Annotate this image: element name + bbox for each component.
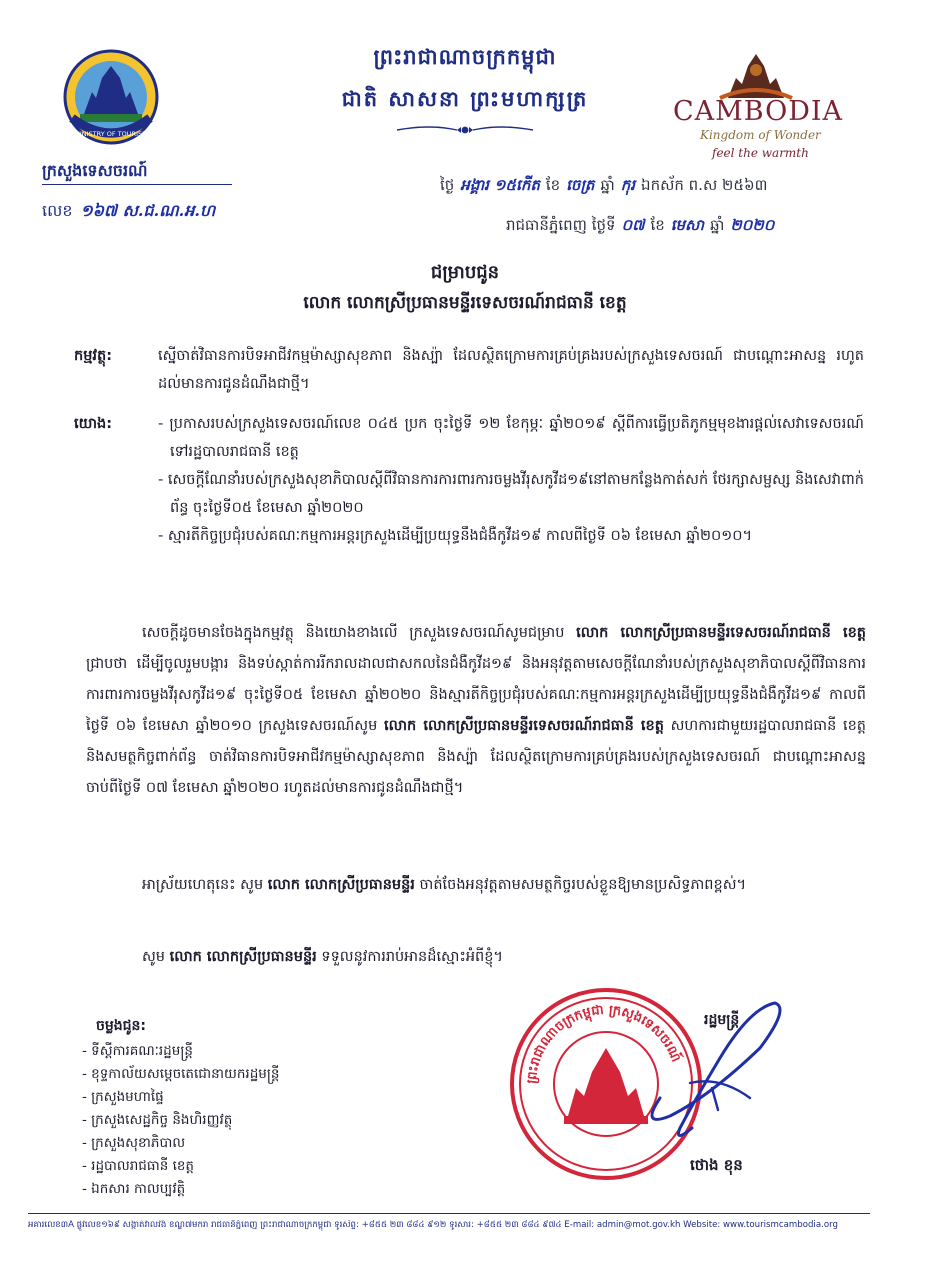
p1-addressee-a: លោក លោកស្រីប្រធានមន្ទីរទេសចរណ៍រាជធានី ខេត្ត [576, 625, 866, 641]
addressee: លោក លោកស្រីប្រធានមន្ទីរទេសចរណ៍រាជធានី ខេត្ត [303, 293, 627, 313]
cc-list [82, 1040, 279, 1201]
footer-contact: អគារលេខ៣A ផ្លូវលេខ១៦៩ សង្កាត់វាលវង់ ខណ្ឌ៧មករា រាជធានីភ្នំពេញ ព្រះរាជាណាចក្រកម្ពុជា ទូរស័ព្ទ: +៨៥៥ ២៣ ៨៨៤ ៩១២ ទូរសារ: +៨៥៥ ២៣ ៨៨៤ ៩៧៤ E-mail: admin@mot.gov.kh Website: www.tourismcambodia.org [28, 1220, 838, 1230]
solar-prefix: រាជធានីភ្នំពេញ ថ្ងៃទី [506, 216, 616, 234]
solar-date [506, 216, 780, 238]
subject-text: ស្នើចាត់វិធានការបិទអាជីវកម្មម៉ាស្សាសុខភាព និងស្ប៉ា ដែលស្ថិតក្រោមការគ្រប់គ្រងរបស់ក្រសួងទេសចរណ៍ ជាបណ្ដោះអាសន្ន រហូតដល់មានការជូនដំណឹងជាថ្មី។ [158, 348, 864, 392]
lunar-date [440, 176, 767, 198]
lunar-era: ឯកស័ក ព.ស ២៥៦៣ [641, 176, 768, 194]
brand-tagline: Kingdom of Wonder [700, 128, 821, 142]
motto-ornament [395, 122, 535, 138]
ministry-underline [42, 184, 232, 185]
reference-item: - ប្រកាសរបស់ក្រសួងទេសចរណ៍លេខ ០៤៥ ប្រក ចុះថ្ងៃទី ១២ ខែកុម្ភៈ ឆ្នាំ២០១៩ ស្ដីពីការធ្វើប្រតិភូកម្មមុខងារផ្ដល់សេវាទេសចរណ៍ទៅរដ្ឋបាលរាជធានី ខេត្ត [158, 416, 864, 460]
lunar-month: ចេត្រ [566, 176, 595, 194]
cc-item: - ក្រសួងសុខាភិបាល [82, 1135, 186, 1151]
solar-month-label: ខែ [650, 216, 665, 234]
solar-year-label: ឆ្នាំ [710, 216, 725, 234]
cc-item: - រដ្ឋបាលរាជធានី ខេត្ត [82, 1158, 195, 1174]
cc-item: - ទីស្ដីការគណៈរដ្ឋមន្ត្រី [82, 1043, 193, 1059]
p1-addressee-b: លោក លោកស្រីប្រធានមន្ទីរទេសចរណ៍រាជធានី ខេត្ត [384, 718, 664, 734]
brand-name: CAMBODIA [672, 96, 844, 127]
p3-text-c: ទទួលនូវការរាប់អានដ៏ស្មោះអំពីខ្ញុំ។ [321, 949, 503, 965]
p2-addressee: លោក លោកស្រីប្រធានមន្ទីរ [267, 877, 415, 893]
body-paragraph-1 [86, 618, 866, 804]
reference-item: - ស្មារតីកិច្ចប្រជុំរបស់គណៈកម្មការអន្តរក្រសួងដើម្បីប្រយុទ្ធនឹងជំងឺកូវីដ១៩ កាលពីថ្ងៃទី ០៦ ខែមេសា ឆ្នាំ២០១០។ [158, 528, 753, 544]
solar-year: ២០២០ [730, 216, 775, 234]
kingdom-title: ព្រះរាជាណាចក្រកម្ពុជា [373, 45, 557, 69]
lunar-year: កុរ [620, 176, 636, 194]
cc-item: - ក្រសួងសេដ្ឋកិច្ច និងហិរញ្ញវត្ថុ [82, 1112, 233, 1128]
brand-slogan: feel the warmth [712, 146, 809, 160]
subject-label: កម្មវត្ថុ: [74, 348, 113, 364]
p1-text-e: សហការជាមួយរដ្ឋបាលរាជធានី ខេត្ត និងសមត្ថកិច្ចពាក់ព័ន្ធ ចាត់វិធានការបិទអាជីវកម្មម៉ាស្សាសុខភាព និងស្ប៉ា ដែលស្ថិតក្រោមការគ្រប់គ្រងរបស់ក្រសួងទេសចរណ៍ ជាបណ្ដោះអាសន្ន ចាប់ពីថ្ងៃទី ០៧ ខែមេសា ឆ្នាំ២០២០ រហូតដល់មានការជូនដំណឹងជាថ្មី។ [86, 718, 867, 796]
signer-name: ថោង ខុន [690, 1156, 743, 1174]
subject-block [74, 342, 864, 398]
cc-label: ចម្លងជូន: [96, 1018, 147, 1034]
p1-text-c: ជ្រាបថា ដើម្បីចូលរួមបង្ការ និងទប់ស្កាត់ការរីករាលដាលជាសកលនៃជំងឺកូវីដ១៩ និងអនុវត្តតាមសេចក្ដីណែនាំរបស់ក្រសួងសុខាភិបាលស្ដីពីវិធានការការពារការចម្លងវីរុសកូវីដ១៩ ចុះថ្ងៃទី០៥ ខែមេសា ឆ្នាំ២០២០ និងស្មារតីកិច្ចប្រជុំរបស់គណៈកម្មការអន្តរក្រសួងដើម្បីប្រយុទ្ធនឹងជំងឺកូវីដ១៩ កាលពីថ្ងៃទី ០៦ ខែមេសា ឆ្នាំ២០១០ ក្រសួងទេសចរណ៍សូម [86, 656, 866, 734]
body-paragraph-2 [86, 870, 866, 901]
reference-label: លេខ [42, 201, 73, 220]
solar-month: មេសា [670, 216, 705, 234]
references-label: យោង: [74, 416, 113, 432]
lunar-year-label: ឆ្នាំ [600, 176, 615, 194]
lunar-month-label: ខែ [545, 176, 561, 194]
solar-day: ០៧ [621, 216, 645, 234]
p3-text-a: សូម [142, 949, 166, 965]
p2-text-c: ចាត់ចែងអនុវត្តតាមសមត្ថកិច្ចរបស់ខ្លួនឱ្យមានប្រសិទ្ធភាពខ្ពស់។ [419, 877, 747, 893]
reference-value: ១៦៧ ស.ជ.ណ.អ.ហ [80, 201, 216, 220]
footer-divider [28, 1213, 870, 1214]
p1-text-a: សេចក្ដីដូចមានចែងក្នុងកម្មវត្ថុ និងយោងខាងលើ ក្រសួងទេសចរណ៍សូមជម្រាប [142, 625, 565, 641]
seal-text: ព្រះរាជាណាចក្រកម្ពុជា ក្រសួងទេសចរណ៍ [524, 1002, 684, 1085]
lunar-weekday: អង្គារ ១៥កើត [460, 176, 540, 194]
handwritten-signature [600, 988, 800, 1158]
cc-item: - ក្រសួងមហាផ្ទៃ [82, 1089, 164, 1105]
reference-number [42, 200, 215, 224]
closing-paragraph [86, 942, 866, 973]
cc-item: - ខុទ្ទកាល័យសម្ដេចតេជោនាយករដ្ឋមន្ត្រី [82, 1066, 280, 1082]
p2-text-a: អាស្រ័យហេតុនេះ សូម [142, 877, 264, 893]
logo-caption: MINISTRY OF TOURISM [74, 130, 148, 138]
lunar-prefix: ថ្ងៃ [440, 176, 455, 194]
references-block [74, 410, 864, 550]
p3-addressee: លោក លោកស្រីប្រធានមន្ទីរ [169, 949, 317, 965]
national-motto: ជាតិ សាសនា ព្រះមហាក្សត្រ [341, 87, 589, 111]
reference-item: - សេចក្ដីណែនាំរបស់ក្រសួងសុខាភិបាលស្ដីពីវិធានការការពារការចម្លងវីរុសកូវីដ១៩នៅតាមកន្លែងកាត់សក់ ថែរក្សាសម្ផស្ស និងសេវាពាក់ព័ន្ធ ចុះថ្ងៃទី០៥ ខែមេសា ឆ្នាំ២០២០ [158, 472, 864, 516]
cc-item: - ឯកសារ កាលប្បវត្តិ [82, 1181, 186, 1197]
signer-title: រដ្ឋមន្ត្រី [704, 1012, 740, 1028]
ministry-name: ក្រសួងទេសចរណ៍ [42, 161, 148, 180]
salutation: ជម្រាបជូន [430, 262, 500, 283]
